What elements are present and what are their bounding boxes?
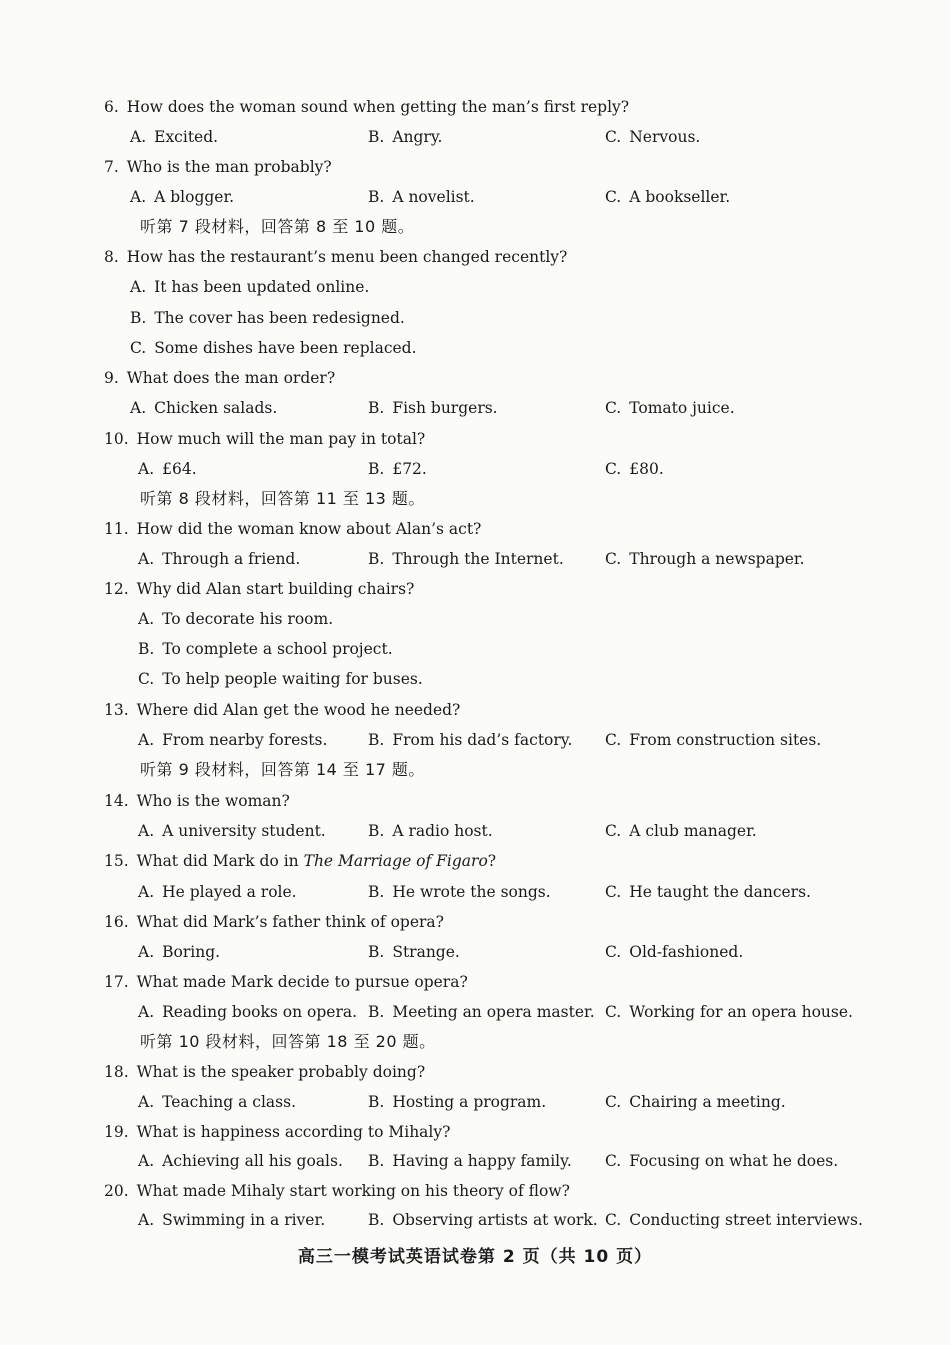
option-b: B. Having a happy family. xyxy=(368,1152,572,1170)
option-b: B. Strange. xyxy=(368,943,460,961)
option-c: C. A bookseller. xyxy=(605,188,731,206)
question-17: 17. What made Mark decide to pursue opera? xyxy=(104,973,468,991)
options-20 xyxy=(0,1206,950,1234)
question-8: 8. How has the restaurant’s menu been changed recently? xyxy=(104,248,568,266)
option-c: C. £80. xyxy=(605,460,664,478)
option-b: B. Meeting an opera master. xyxy=(368,1003,595,1021)
option-c: C. Working for an opera house. xyxy=(605,1003,853,1021)
opera-title: The Marriage of Figaro xyxy=(303,852,488,870)
option-b: B. A novelist. xyxy=(368,188,475,206)
option-b: B. £72. xyxy=(368,460,427,478)
option-a: A. £64. xyxy=(138,460,197,478)
question-10: 10. How much will the man pay in total? xyxy=(104,430,426,448)
option-a: A. Reading books on opera. xyxy=(138,1003,358,1021)
option-c: C. Through a newspaper. xyxy=(605,550,805,568)
option-c: C. A club manager. xyxy=(605,822,757,840)
options-15 xyxy=(0,878,950,906)
option-b: B. From his dad’s factory. xyxy=(368,731,573,749)
option-c: C. Conducting street interviews. xyxy=(605,1211,863,1229)
option-c: C. Chairing a meeting. xyxy=(605,1093,786,1111)
options-11 xyxy=(0,545,950,573)
option-a: A. A university student. xyxy=(138,822,326,840)
option-c: C. He taught the dancers. xyxy=(605,883,811,901)
option-c: C. Old-fashioned. xyxy=(605,943,744,961)
option-b: B. To complete a school project. xyxy=(138,640,393,658)
options-6 xyxy=(0,123,950,151)
option-b: B. Observing artists at work. xyxy=(368,1211,598,1229)
option-b: B. Through the Internet. xyxy=(368,550,564,568)
option-a: A. Teaching a class. xyxy=(138,1093,297,1111)
options-14 xyxy=(0,817,950,845)
options-9 xyxy=(0,394,950,422)
option-b: B. Fish burgers. xyxy=(368,399,498,417)
option-a: A. Swimming in a river. xyxy=(138,1211,326,1229)
option-c: C. Nervous. xyxy=(605,128,701,146)
option-b: B. Hosting a program. xyxy=(368,1093,547,1111)
question-16: 16. What did Mark’s father think of opera? xyxy=(104,913,444,931)
page-footer: 高三一模考试英语试卷第 2 页（共 10 页） xyxy=(297,1247,653,1267)
option-b: B. He wrote the songs. xyxy=(368,883,551,901)
question-18: 18. What is the speaker probably doing? xyxy=(104,1063,426,1081)
question-11: 11. How did the woman know about Alan’s act? xyxy=(104,520,482,538)
option-a: A. From nearby forests. xyxy=(138,731,328,749)
question-number: 6. xyxy=(104,98,119,116)
options-7 xyxy=(0,183,950,211)
section-heading-8: 听第 8 段材料，回答第 11 至 13 题。 xyxy=(140,489,425,508)
option-c: C. To help people waiting for buses. xyxy=(138,670,423,688)
option-a: A. A blogger. xyxy=(130,188,235,206)
question-20: 20. What made Mihaly start working on his theory of flow? xyxy=(104,1182,570,1200)
option-a: A. To decorate his room. xyxy=(138,610,334,628)
options-18 xyxy=(0,1088,950,1116)
option-a: A. Achieving all his goals. xyxy=(138,1152,343,1170)
option-a: A. It has been updated online. xyxy=(130,278,370,296)
option-c: C. From construction sites. xyxy=(605,731,822,749)
option-c: C. Tomato juice. xyxy=(605,399,735,417)
section-heading-7: 听第 7 段材料，回答第 8 至 10 题。 xyxy=(140,217,415,236)
options-19 xyxy=(0,1147,950,1175)
question-15: 15. What did Mark do in The Marriage of Figaro? xyxy=(104,852,497,870)
question-12: 12. Why did Alan start building chairs? xyxy=(104,580,415,598)
question-19: 19. What is happiness according to Mihaly? xyxy=(104,1123,451,1141)
option-a: A. Boring. xyxy=(138,943,221,961)
option-c: C. Focusing on what he does. xyxy=(605,1152,839,1170)
section-heading-9: 听第 9 段材料，回答第 14 至 17 题。 xyxy=(140,760,425,779)
options-10 xyxy=(0,455,950,483)
question-14: 14. Who is the woman? xyxy=(104,792,290,810)
option-b: B. Angry. xyxy=(368,128,443,146)
question-6 xyxy=(104,93,629,121)
option-b: B. The cover has been redesigned. xyxy=(130,309,405,327)
question-9: 9. What does the man order? xyxy=(104,369,336,387)
options-16 xyxy=(0,938,950,966)
question-13: 13. Where did Alan get the wood he needed? xyxy=(104,701,461,719)
option-b: B. A radio host. xyxy=(368,822,493,840)
option-a: A. Chicken salads. xyxy=(130,399,278,417)
question-7: 7. Who is the man probably? xyxy=(104,158,332,176)
option-c: C. Some dishes have been replaced. xyxy=(130,339,417,357)
question-stem: How does the woman sound when getting the man’s first reply? xyxy=(126,98,630,116)
option-a: A. He played a role. xyxy=(138,883,297,901)
option-a: A. Through a friend. xyxy=(138,550,301,568)
option-a: A. Excited. xyxy=(130,128,219,146)
options-13 xyxy=(0,726,950,754)
options-17 xyxy=(0,998,950,1026)
section-heading-10: 听第 10 段材料，回答第 18 至 20 题。 xyxy=(140,1032,436,1051)
